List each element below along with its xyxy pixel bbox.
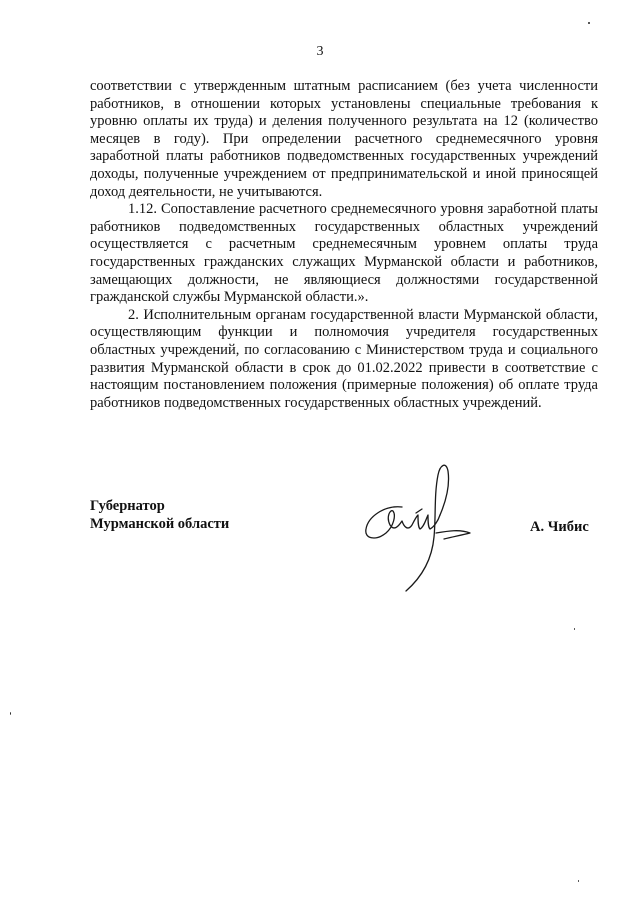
paragraph-2: 2. Исполнительным органам государственной власти Мурманской области, осуществляющим функции и полномочия учредителя государственных областных учреждений, по согласованию с Министерством труда и социального развития Мурманской области в срок до 01.02.2022 привести в соответствие с настоящим постановлением положения (примерные положения) об оплате труда работников подведомственных государственных областных учреждений. (90, 306, 598, 411)
signatory-title-line-2: Мурманской области (90, 516, 230, 532)
handwritten-signature (350, 455, 480, 605)
page-number: 3 (316, 44, 324, 59)
scan-speck (10, 712, 11, 715)
signatory-title-line-1: Губернатор (90, 498, 165, 514)
paragraph-continuation: соответствии с утвержденным штатным расписанием (без учета численности работников, в отношении которых установлены специальные требования к уровню оплаты их труда) и деления полученного результата на 12 (количество месяцев в году). При определении расчетного среднемесячного уровня заработной платы работников подведомственных государственных учреждений доходы, полученные учреждением от предпринимательской и иной приносящей доход деятельности, не учитываются. (90, 78, 598, 200)
paragraph-1-12: 1.12. Сопоставление расчетного среднемесячного уровня заработной платы работников подведомственных государственных областных учреждений осуществляется с расчетным среднемесячным уровнем оплаты труда государственных гражданских служащих Мурманской области и работников, замещающих должности, не являющиеся должностями государственной гражданской службы Мурманской области.». (90, 201, 598, 306)
scan-speck (574, 628, 575, 630)
signatory-title (90, 497, 229, 533)
signatory-name: А. Чибис (530, 519, 589, 535)
document-body (90, 78, 598, 412)
scan-speck (588, 22, 590, 24)
scan-speck (578, 880, 579, 882)
